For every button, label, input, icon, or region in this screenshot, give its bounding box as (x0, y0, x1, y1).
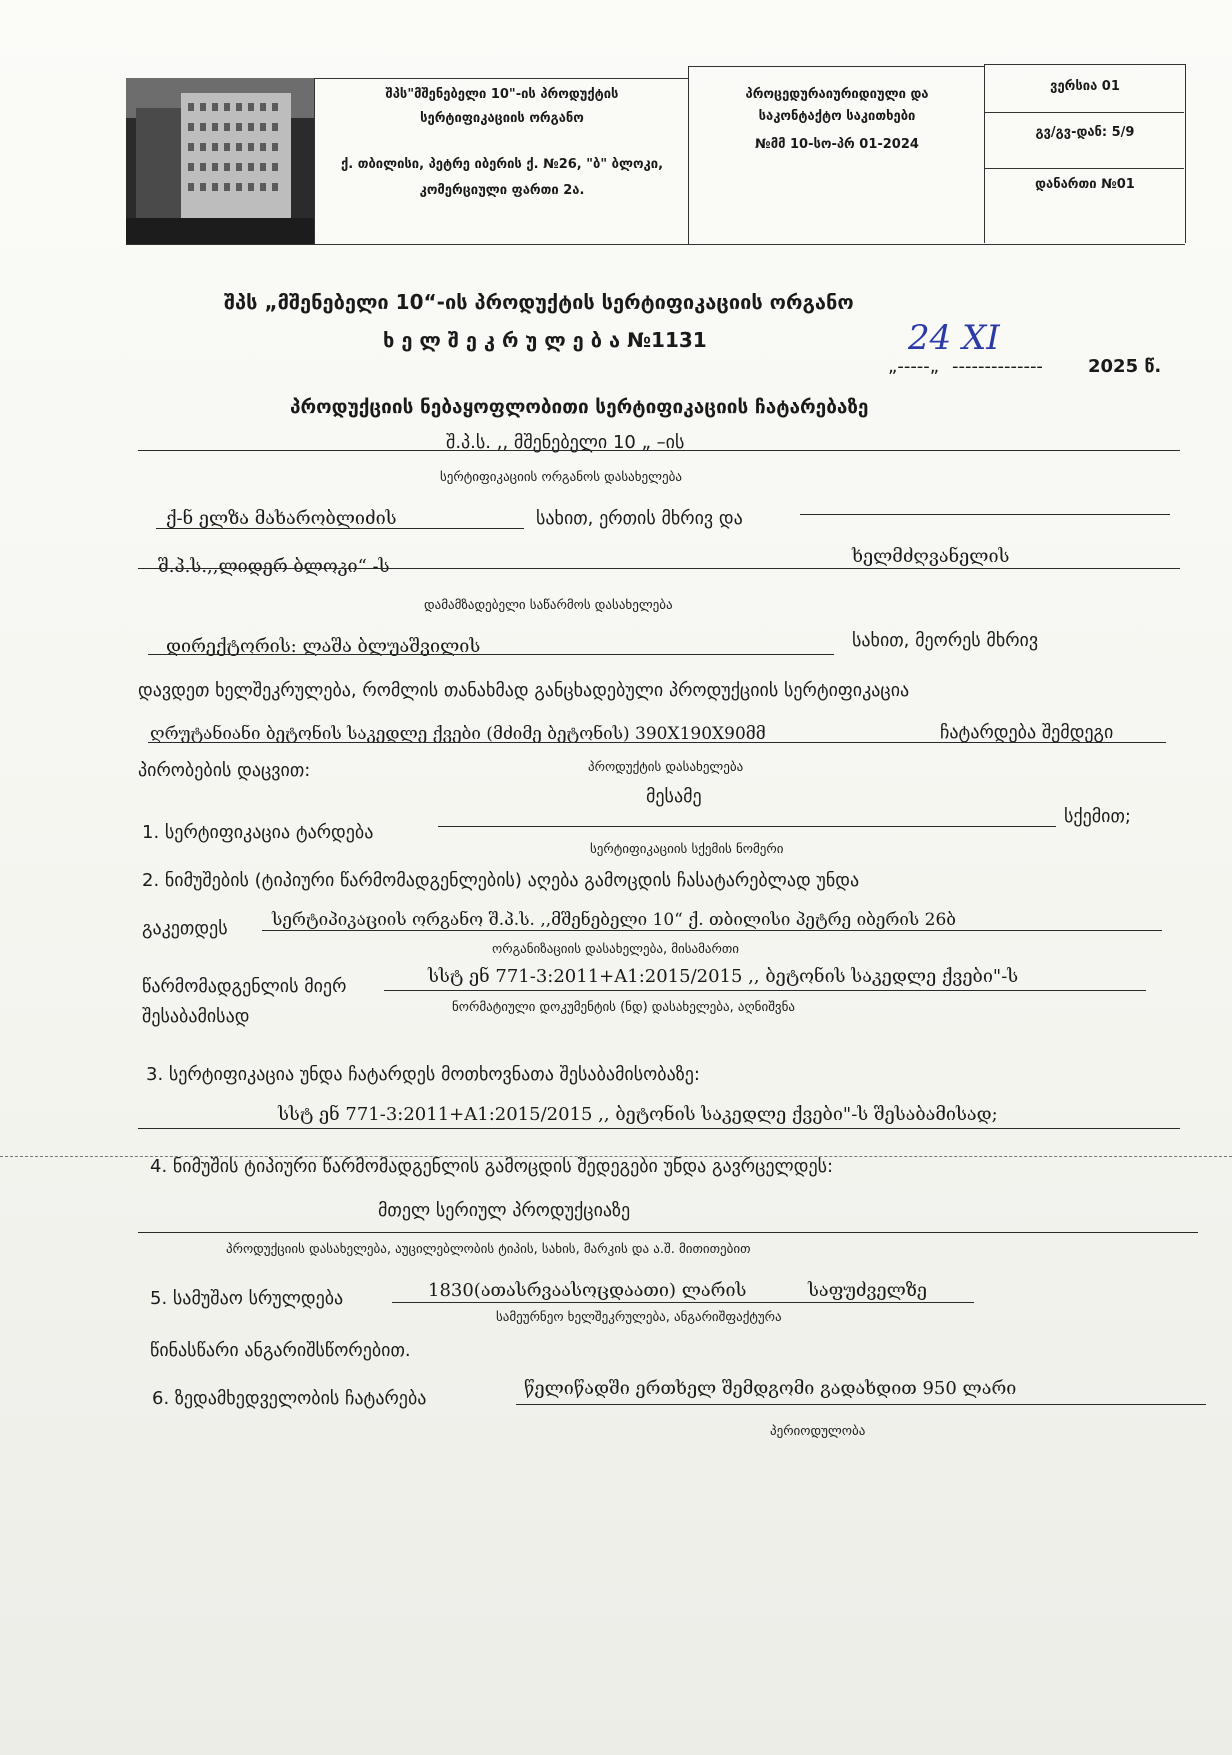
underline (262, 930, 1162, 931)
standard-requirement: სსტ ენ 771-3:2011+A1:2015/2015 ,, ბეტონის საკედლე ქვები"-ს შესაბამისად; (278, 1104, 998, 1125)
handwritten-date: 24 XI (908, 318, 1000, 358)
item2-value: სერტიპიკაციის ორგანო შ.პ.ს. ,,მშენებელი 10“ ქ. თბილისი პეტრე იბერის 26ბ (272, 910, 956, 930)
document-title: შპს „მშენებელი 10“-ის პროდუქტის სერტიფიკაციის ორგანო (224, 290, 854, 314)
date-year: 2025 წ. (1088, 356, 1162, 377)
header-table (126, 64, 1185, 245)
org-line2: სერტიფიკაციის ორგანო (420, 111, 584, 126)
item4-value: მთელ სერიულ პროდუქციაზე (378, 1200, 631, 1221)
representative-by: წარმომადგენლის მიერ (142, 976, 347, 997)
underline (138, 1232, 1198, 1233)
date-day: „-----„ (888, 356, 940, 377)
representative-name: ქ-ნ ელზა მახარობლიძის (166, 508, 397, 529)
org-cell (314, 78, 689, 245)
head-title: ხელმძღვანელის (852, 546, 1010, 567)
director-name: დირექტორის: ლაშა ბლუაშვილის (166, 636, 481, 657)
underline (384, 990, 1146, 991)
item4-label: 4. ნიმუშის ტიპიური წარმომადგენლის გამოცდის შედეგები უნდა გავრცელდეს: (150, 1156, 834, 1177)
contract-number: ხ ე ლ შ ე კ რ უ ლ ე ბ ა №1131 (383, 328, 707, 352)
divider (984, 112, 1184, 113)
product-caption: პროდუქტის დასახელება (588, 760, 744, 775)
procedure-line1: პროცედურაიურიდიული და (745, 87, 929, 102)
item5-suffix: საფუძველზე (808, 1280, 928, 1301)
item4-caption: პროდუქციის დასახელება, აუცილებლობის ტიპის, სახის, მარკის და ა.შ. მითითებით (226, 1242, 751, 1257)
item5-caption: სამეურნეო ხელშეკრულება, ანგარიშფაქტურა (496, 1310, 782, 1325)
underline (392, 1302, 974, 1303)
underline (138, 568, 1180, 569)
address-line2: კომერციული ფართი 2ა. (419, 183, 585, 198)
item6-value: წელიწადში ერთხელ შემდგომი გადახდით 950 ლარი (524, 1378, 1017, 1399)
version: ვერსია 01 (1050, 79, 1120, 94)
item5-label: 5. სამუშაო სრულდება (150, 1288, 344, 1309)
norm-caption: ნორმატიული დოკუმენტის (ნდ) დასახელება, აღნიშვნა (452, 1000, 795, 1015)
company-caption: დამამზადებელი საწარმოს დასახელება (424, 598, 673, 613)
underline (438, 826, 1056, 827)
underline (800, 514, 1170, 515)
scheme-caption: სერტიფიკაციის სქემის ნომერი (590, 842, 784, 857)
version-cell (984, 64, 1186, 243)
underline (138, 450, 1180, 451)
underline (516, 1404, 1206, 1405)
annex-number: დანართი №01 (1035, 177, 1135, 192)
underline (148, 654, 834, 655)
item3-label: 3. სერტიფიკაცია უნდა ჩატარდეს მოთხოვნათა შესაბამისობაზე: (146, 1064, 700, 1085)
accordance-label: შესაბამისად (142, 1006, 250, 1027)
item5-value: 1830(ათასრვაასოცდაათი) ლარის (428, 1280, 747, 1301)
prepayment-label: წინასწარი ანგარიშსწორებით. (150, 1340, 411, 1361)
director-suffix: სახით, მეორეს მხრივ (852, 630, 1039, 651)
procedure-line2: საკონტაქტო საკითხები (758, 109, 916, 124)
procedure-code: №მმ 10-სო-პრ 01-2024 (755, 137, 919, 152)
address-line1: ქ. თბილისი, პეტრე იბერის ქ. №26, "ბ" ბლოკი, (340, 157, 664, 172)
procedure-cell (688, 66, 985, 245)
item2-prefix: გაკეთდეს (142, 918, 228, 939)
representative-suffix: სახით, ერთის მხრივ და (536, 508, 743, 529)
date-month: -------------- (952, 356, 1043, 377)
company-name: შ.პ.ს.,,ლიდერ ბლოკი“ -ს (158, 556, 390, 577)
item2-caption: ორგანიზაციის დასახელება, მისამართი (492, 942, 740, 957)
org-caption: სერტიფიკაციის ორგანოს დასახელება (440, 470, 682, 485)
page-number: გვ/გვ-დან: 5/9 (1035, 125, 1135, 140)
item2-line1: 2. ნიმუშების (ტიპიური წარმომადგენლების) აღება გამოცდის ჩასატარებლად უნდა (142, 870, 860, 891)
org-line1: შპს"მშენებელი 10"-ის პროდუქტის (385, 87, 619, 102)
underline (148, 742, 1166, 743)
divider (984, 168, 1184, 169)
item1-suffix: სქემით; (1064, 806, 1131, 827)
item1-label: 1. სერტიფიკაცია ტარდება (142, 822, 374, 843)
underline (156, 528, 524, 529)
agreement-line: დავდეთ ხელშეკრულება, რომლის თანახმად განცხადებული პროდუქციის სერტიფიკაცია (138, 680, 910, 701)
scheme-value: მესამე (646, 786, 702, 807)
subject: პროდუქციის ნებაყოფლობითი სერტიფიკაციის ჩატარებაზე (290, 396, 869, 418)
product-suffix: ჩატარდება შემდეგი (940, 722, 1114, 743)
standard-reference: სსტ ენ 771-3:2011+A1:2015/2015 ,, ბეტონის საკედლე ქვები"-ს (428, 966, 1019, 987)
conditions-label: პირობების დაცვით: (138, 760, 311, 781)
item6-caption: პერიოდულობა (770, 1424, 866, 1439)
building-photo (126, 78, 314, 244)
item6-label: 6. ზედამხედველობის ჩატარება (152, 1388, 427, 1409)
product-name: ღრუტანიანი ბეტონის საკედლე ქვები (მძიმე ბეტონის) 390X190X90მმ (150, 724, 766, 744)
org-name: შ.პ.ს. ,, მშენებელი 10 „ –ის (446, 432, 685, 453)
underline (138, 1128, 1180, 1129)
